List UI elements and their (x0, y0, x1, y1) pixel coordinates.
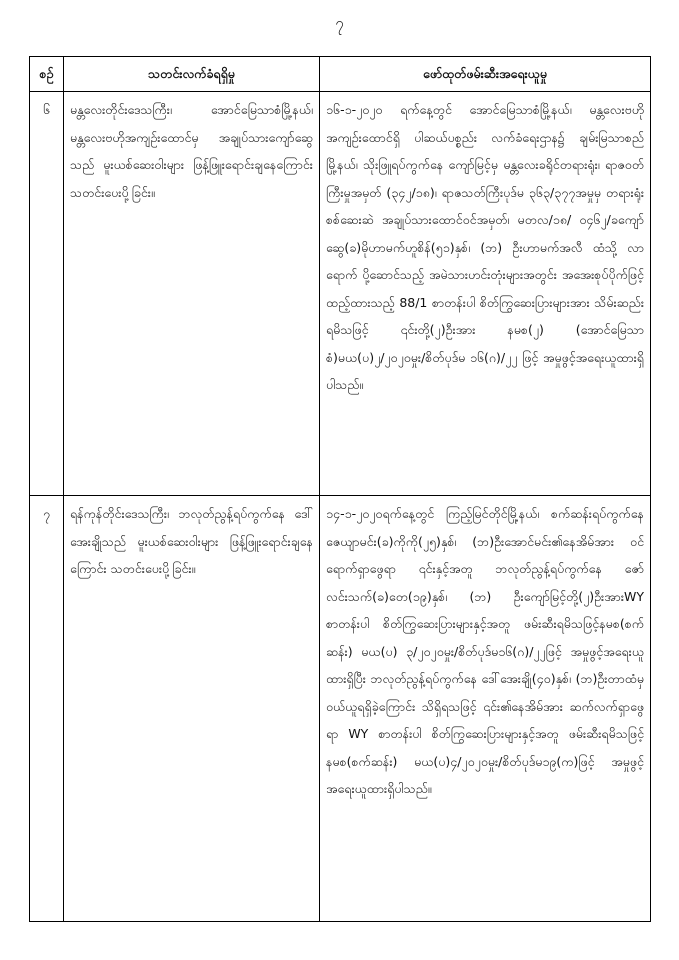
table-row (30, 496, 651, 922)
row-number: ၆ (30, 92, 64, 496)
news-received-cell: ရန်ကုန်တိုင်းဒေသကြီး၊ ဘလုတ်ညွန့်ရပ်ကွက်နေ ဒေါ်အေးချိုသည် မူးယစ်ဆေးဝါးများ ဖြန့်ဖြူးရောင်းချနေကြောင်း သတင်းပေးပို့ခြင်း။ (64, 496, 320, 922)
header-no: စဉ် (30, 57, 64, 92)
action-taken-cell: ၁၄-၁-၂၀၂၀ရက်နေ့တွင် ကြည့်မြင်တိုင်မြို့နယ်၊ စက်ဆန်းရပ်ကွက်နေ ဇေယျာမင်း(ခ)ကိုကို(၂၅)နှစ်၊ (ဘ)ဦးအောင်မင်း၏နေအိမ်အား ဝင်ရောက်ရှာဖွေရာ ၎င်းနှင့်အတူ ဘလုတ်ညွန့်ရပ်ကွက်နေ ဇော်လင်းသက်(ခ)တေ(၁၉)နှစ်၊ (ဘ) ဦးကျော်မြင့်တို့(၂)ဦးအားWY စာတန်းပါ စိတ်ကြွဆေးပြားများနှင့်အတူ ဖမ်းဆီးရမိသဖြင့်နမစ(စက်ဆန်း) မယ(ပ) ၃/၂၀၂၀မှုး/စိတ်ပုဒ်မ၁၆(ဂ)/၂၂ဖြင့် အမှုဖွင့်အရေးယူထားရှိပြီး ဘလုတ်ညွန့်ရပ်ကွက်နေ ဒေါ်အေးချို(၄၀)နှစ်၊ (ဘ)ဦးတာထံမှ ဝယ်ယူရရှိခဲ့ကြောင်း သိရှိရသဖြင့် ၎င်း၏နေအိမ်အား ဆက်လက်ရှာဖွေရာ WY စာတန်းပါ စိတ်ကြွဆေးပြားများနှင့်အတူ ဖမ်းဆီးရမိသဖြင့် နမစ(စက်ဆန်း) မယ(ပ)၄/၂၀၂၀မှုး/စိတ်ပုဒ်မ၁၉(က)ဖြင့် အမှုဖွင့်အရေးယူထားရှိပါသည်။ (320, 496, 651, 922)
action-taken-cell: ၁၆-၁-၂၀၂၀ ရက်နေ့တွင် အောင်မြေသာစံမြို့နယ်၊ မန္တလေးဗဟိုအကျဉ်းထောင်ရှိ ပါဆယ်ပစ္စည်း လက်ခံရေးဌာန၌ ချမ်းမြသာစည်မြို့နယ်၊ သိုးဖြူရပ်ကွက်နေ ကျော်မြင့်မှ မန္တလေးခရိုင်တရားရုံး၊ ရာဇဝတ်ကြီးမှုအမှတ် (၃၄၂/၁၈)၊ ရာဇသတ်ကြီးပုဒ်မ ၃၆၃/၃၇၇အမှုမှ တရားရုံးစစ်ဆေးဆဲ အချုပ်သားထောင်ဝင်အမှတ်၊ မတလ/၁၈/ ၀၄၆၂/ခကျော်ဆွေ(ခ)မိုဟာမက်ဟူစိန်(၅၁)နှစ်၊ (ဘ) ဦးဟာမက်အလီ ထံသို့ လာရောက် ပို့ဆောင်သည့် အမဲသားဟင်းတုံးများအတွင်း အအေးစုပ်ပိုက်ဖြင့် ထည့်ထားသည့် 88/1 စာတန်းပါ စိတ်ကြွဆေးပြားများအား သိမ်းဆည်းရမိသဖြင့် ၎င်းတို့(၂)ဦးအား နမစ(၂) (အောင်မြေသာစံ)မယ(ပ)၂/၂၀၂၀မှုး/စိတ်ပုဒ်မ ၁၆(ဂ)/၂၂ ဖြင့် အမှုဖွင့်အရေးယူထားရှိပါသည်။ (320, 92, 651, 496)
row-number: ၇ (30, 496, 64, 922)
news-received-cell: မန္တလေးတိုင်းဒေသကြီး၊ အောင်မြေသာစံမြို့နယ်၊ မန္တလေးဗဟိုအကျဉ်းထောင်မှ အချုပ်သားကျော်ဆွေသည် မူးယစ်ဆေးဝါးများ ဖြန့်ဖြူးရောင်းချနေကြောင်း သတင်းပေးပို့ခြင်း။ (64, 92, 320, 496)
table-row (30, 92, 651, 496)
header-news-received: သတင်းလက်ခံရရှိမှု (64, 57, 320, 92)
report-table (29, 56, 651, 922)
table-header-row (30, 57, 651, 92)
page-number: ၇ (335, 14, 344, 32)
header-action-taken: ဖော်ထုတ်ဖမ်းဆီးအရေးယူမှု (320, 57, 651, 92)
